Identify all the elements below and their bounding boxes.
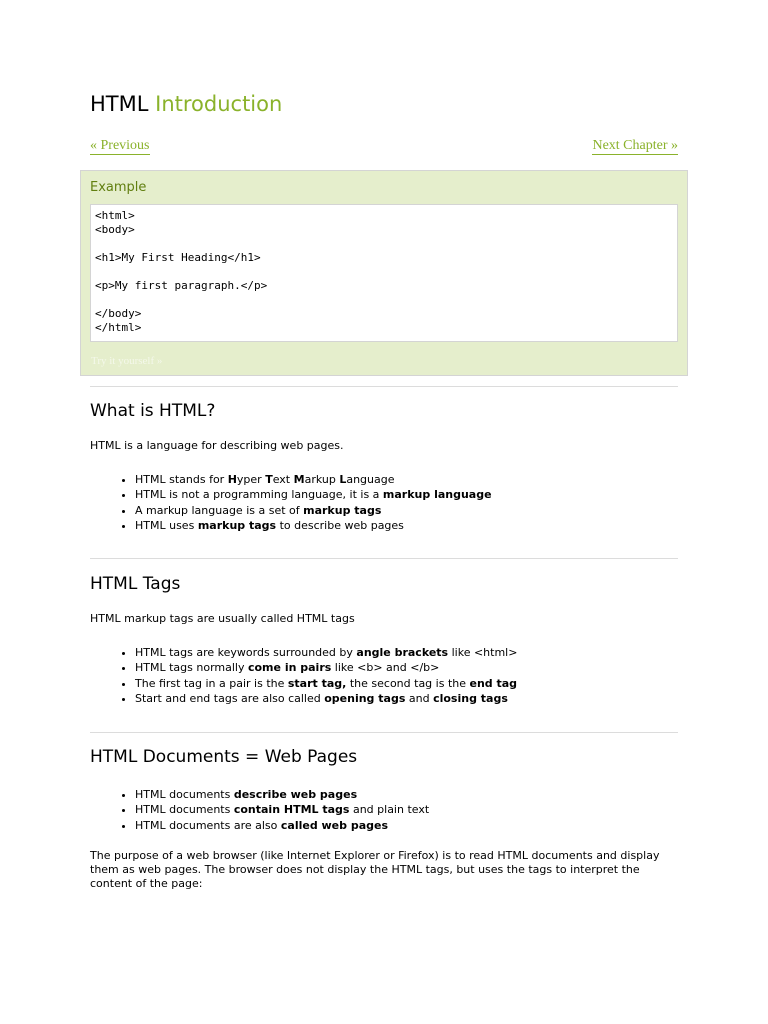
list-item: • A markup language is a set of markup tags	[135, 503, 492, 518]
title-accent: Introduction	[155, 92, 283, 116]
paragraph: The purpose of a web browser (like Internet Explorer or Firefox) is to read HTML documents and display them as web pages. The browser does not display the HTML tags, but uses the tags to interpret the content of the page:	[90, 849, 660, 890]
list-item: • HTML documents contain HTML tags and plain text	[135, 802, 429, 817]
paragraph: HTML is a language for describing web pages.	[90, 439, 344, 452]
try-it-yourself-link[interactable]: Try it yourself »	[91, 355, 163, 367]
title-main: HTML	[90, 92, 149, 116]
code-text: <html> <body> <h1>My First Heading</h1> <p>My first paragraph.</p> </body> </html>	[95, 209, 268, 334]
heading-html-tags: HTML Tags	[90, 574, 181, 594]
list-item: • HTML stands for Hyper Text Markup Language	[135, 472, 492, 487]
previous-link[interactable]: « Previous	[90, 138, 150, 153]
list-item: • HTML tags normally come in pairs like <b> and </b>	[135, 660, 517, 675]
heading-what-is-html: What is HTML?	[90, 401, 216, 421]
list-item: • Start and end tags are also called opening tags and closing tags	[135, 691, 517, 706]
divider	[90, 558, 678, 559]
bullet-list	[90, 645, 517, 706]
paragraph: HTML markup tags are usually called HTML tags	[90, 612, 355, 625]
list-item: • HTML uses markup tags to describe web pages	[135, 518, 492, 533]
divider	[90, 386, 678, 387]
list-item: • HTML documents are also called web pages	[135, 818, 429, 833]
list-item: • HTML tags are keywords surrounded by angle brackets like <html>	[135, 645, 517, 660]
page-title	[90, 92, 282, 116]
list-item: • HTML is not a programming language, it is a markup language	[135, 487, 492, 502]
code-block	[90, 204, 678, 342]
divider	[90, 732, 678, 733]
example-box	[80, 170, 688, 376]
list-item: • The first tag in a pair is the start tag, the second tag is the end tag	[135, 676, 517, 691]
list-item: • HTML documents describe web pages	[135, 787, 429, 802]
example-label: Example	[90, 180, 147, 195]
next-chapter-link[interactable]: Next Chapter »	[592, 138, 678, 153]
bullet-list	[90, 787, 429, 833]
heading-html-documents: HTML Documents = Web Pages	[90, 747, 358, 767]
bullet-list	[90, 472, 492, 533]
